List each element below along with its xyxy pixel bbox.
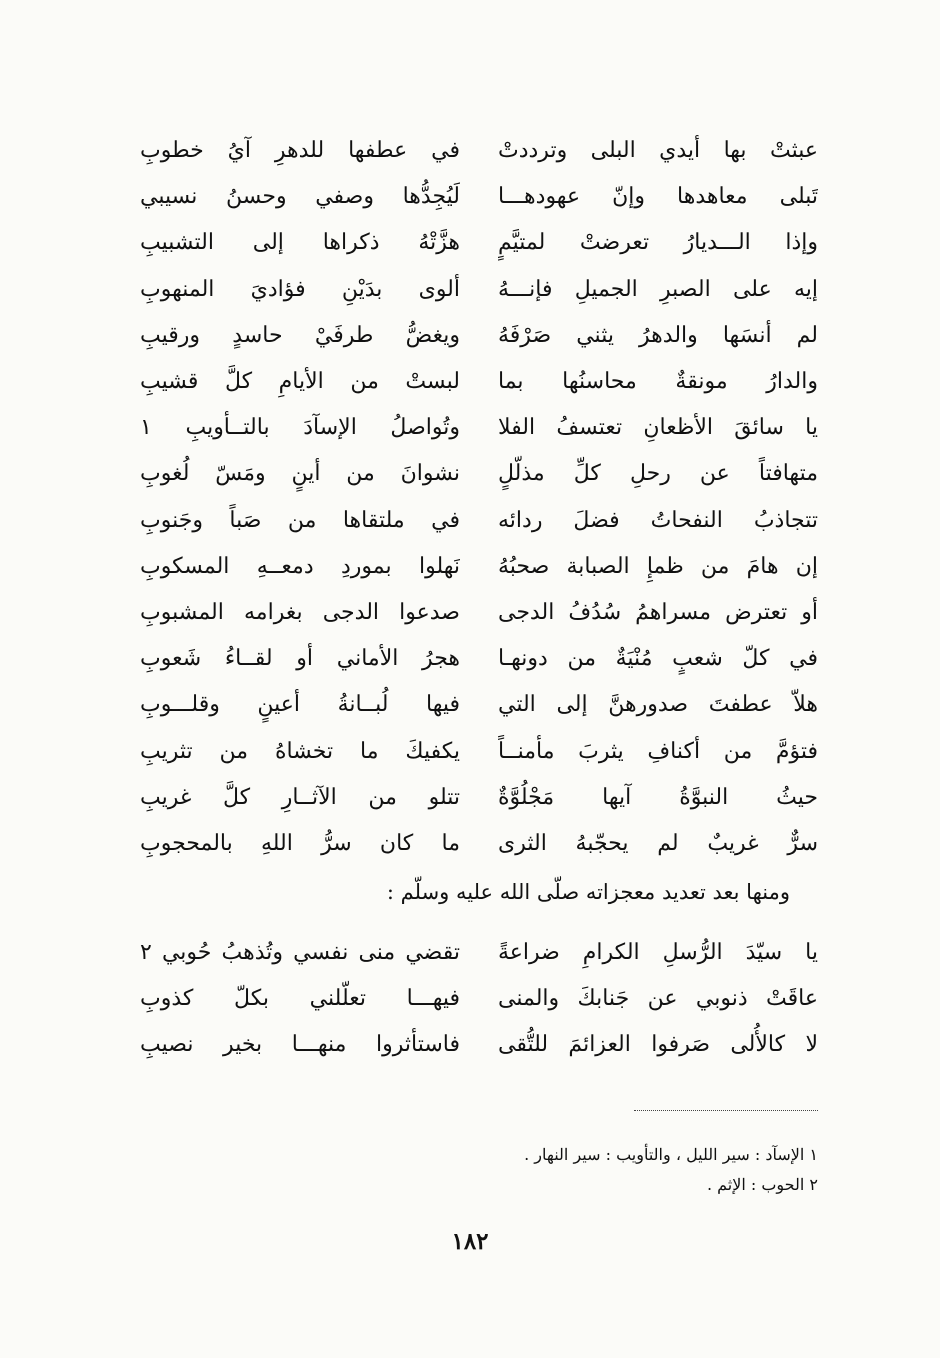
verse	[140, 728, 818, 774]
verse-right: إيه على الصبرِ الجميلِ فإنـــهُ	[498, 276, 818, 302]
verse	[140, 451, 818, 497]
footnotes	[218, 1140, 818, 1200]
verse-left: وتُواصلُ الإسآدَ بالتــأويبِ ١	[140, 415, 460, 441]
verse	[140, 590, 818, 636]
footnote-separator	[634, 1110, 818, 1111]
footnote: ١ الإسآد : سير الليل ، والتأويب : سير النهار .	[524, 1145, 818, 1164]
verse-right: حيثُ النبوَّةُ آيها مَجْلُوَّةٌ	[498, 784, 818, 810]
verse-left: لَيُجِدُّها وصفي وحسنُ نسيبي	[140, 184, 460, 210]
verse	[140, 1022, 818, 1068]
poem-top	[140, 128, 818, 867]
verse-left: فاستأثروا منهـــا بخير نصيبِ	[140, 1032, 460, 1058]
verse-right: فتؤمَّ من أكنافِ يثربَ مأمنــاً	[498, 738, 818, 764]
section-heading: ومنها بعد تعديد معجزاته صلّى الله عليه وسلّم :	[386, 880, 790, 904]
verse-right: لا كالأُلى صَرفوا العزائمَ للتُّقى	[498, 1032, 818, 1058]
verse-right: وإذا الـــديارُ تعرضتْ لمتيَّمٍ	[498, 230, 818, 256]
verse-left: هزَّتْهُ ذكراها إلى التشبيبِ	[140, 230, 460, 256]
verse	[140, 267, 818, 313]
verse	[140, 930, 818, 976]
footnote: ٢ الحوب : الإثم .	[706, 1175, 818, 1194]
poem-bottom	[140, 930, 818, 1069]
verse-right: متهافتاً عن رحلِ كلِّ مذلّلٍ	[498, 461, 818, 487]
verse	[140, 359, 818, 405]
verse-left: نَهلوا بموردِ دمعــهِ المسكوبِ	[140, 553, 460, 579]
verse-left: ما كان سرُّ اللهِ بالمحجوبِ	[140, 830, 460, 856]
page-number: ١٨٢	[451, 1228, 489, 1255]
verse-left: صدعوا الدجى بغرامه المشبوبِ	[140, 599, 460, 625]
verse-right: يا سيّدَ الرُّسلِ الكرامِ ضراعةً	[498, 940, 818, 966]
verse-right: في كلّ شعبٍ مُنْيَةٌ من دونهـا	[498, 646, 818, 672]
verse-right: هلاّ عطفتَ صدورهنَّ إلى التي	[498, 692, 818, 718]
verse-left: نشوانَ من أينٍ ومَسّ لُغوبِ	[140, 461, 460, 487]
verse-left: فيهـــا تعلّلني بكلّ كذوبِ	[140, 986, 460, 1012]
verse	[140, 636, 818, 682]
verse-right: عاقَتْ ذنوبي عن جَنابكَ والمنى	[498, 986, 818, 1012]
verse-left: ألوى بدَيْنِ فؤاديَ المنهوبِ	[140, 276, 460, 302]
verse-left: تتلو من الآثــارِ كلَّ غريبِ	[140, 784, 460, 810]
verse-left: فيها لُبــانةُ أعينٍ وقلـــوبِ	[140, 692, 460, 718]
verse-right: لم أنسَها والدهرُ يثني صَرْفَهُ	[498, 322, 818, 348]
verse-right: أو تعترض مسراهمُ سُدُفُ الدجى	[498, 599, 818, 625]
verse-left: في عطفها للدهرِ آيُ خطوبِ	[140, 138, 460, 164]
verse	[140, 821, 818, 867]
verse-right: إن هامَ من ظمإِ الصبابة صحبُهُ	[498, 553, 818, 579]
verse	[140, 220, 818, 266]
verse-left: ويغضُّ طرفَيْ حاسدٍ ورقيبِ	[140, 322, 460, 348]
verse-left: لبستْ من الأيامِ كلَّ قشيبِ	[140, 369, 460, 395]
verse	[140, 174, 818, 220]
verse	[140, 544, 818, 590]
verse-left: هجرُ الأماني أو لقــاءُ شَعوبِ	[140, 646, 460, 672]
verse-right: عبثتْ بها أيدي البلى وترددتْ	[498, 138, 818, 164]
verse-left: يكفيكَ ما تخشاهُ من تثريبِ	[140, 738, 460, 764]
verse-right: يا سائقَ الأظعانِ تعتسفُ الفلا	[498, 415, 818, 441]
verse	[140, 682, 818, 728]
verse	[140, 976, 818, 1022]
verse-left: تقضي منى نفسي وتُذهبُ حُوبي ٢	[140, 940, 460, 966]
verse	[140, 313, 818, 359]
verse-right: تتجاذبُ النفحاتُ فضلَ ردائه	[498, 507, 818, 533]
verse	[140, 128, 818, 174]
verse	[140, 775, 818, 821]
verse	[140, 405, 818, 451]
verse-right: والدارُ مونقةٌ محاسنُها بما	[498, 369, 818, 395]
verse-left: في ملتقاها من صَباً وجَنوبِ	[140, 507, 460, 533]
verse	[140, 498, 818, 544]
verse-right: سرٌّ غريبٌ لم يحجّبهُ الثرى	[498, 830, 818, 856]
verse-right: تَبلى معاهدها وإنّ عهودهـــا	[498, 184, 818, 210]
